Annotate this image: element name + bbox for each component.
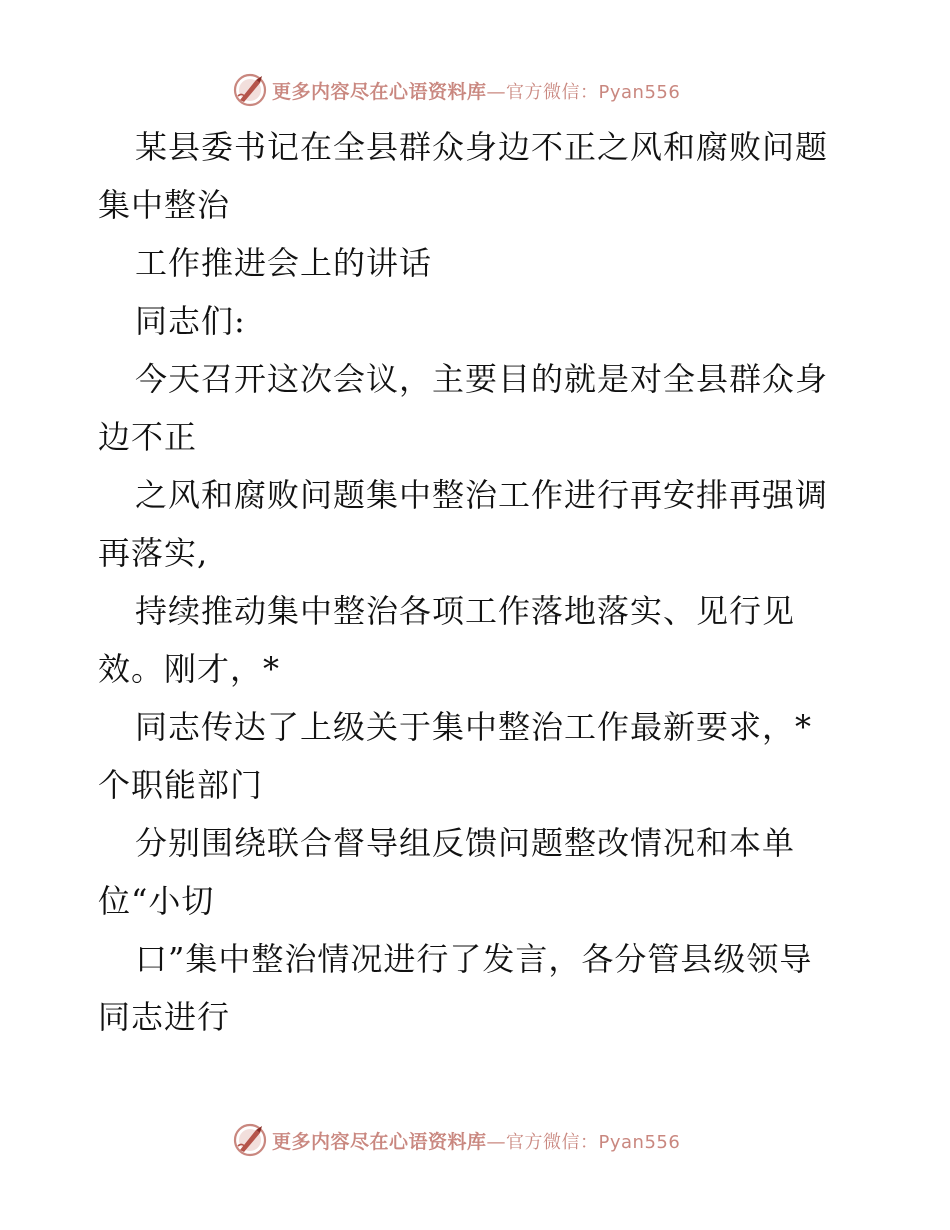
text-line: 口”集中整治情况进行了发言，各分管县级领导	[135, 940, 813, 978]
quill-pen-logo-icon	[232, 72, 268, 108]
watermark-wechat: 官方微信：Pyan556	[506, 81, 681, 103]
quill-pen-logo-icon	[232, 1122, 268, 1158]
text-line: 同志传达了上级关于集中整治工作最新要求，*	[135, 708, 813, 746]
text-line: 分别围绕联合督导组反馈问题整改情况和本单	[135, 824, 796, 862]
text-line: 今天召开这次会议，主要目的就是对全县群众身	[135, 360, 829, 398]
text-line: 某县委书记在全县群众身边不正之风和腐败问题	[135, 128, 829, 166]
text-line: 之风和腐败问题集中整治工作进行再安排再强调	[135, 476, 829, 514]
watermark-wechat: 官方微信：Pyan556	[506, 1131, 681, 1153]
text-line: 效。刚才，*	[98, 650, 281, 688]
text-line: 位“小切	[98, 882, 215, 920]
watermark-text	[272, 1127, 680, 1154]
footer-watermark-banner	[232, 1122, 712, 1158]
watermark-site-name: 更多内容尽在心语资料库	[272, 1130, 487, 1153]
text-line: 个职能部门	[98, 766, 264, 804]
document-body	[98, 118, 878, 1046]
watermark-dash: —	[486, 1130, 507, 1153]
text-line: 同志们:	[135, 302, 246, 340]
text-line: 再落实,	[98, 534, 209, 572]
text-line: 工作推进会上的讲话	[135, 244, 433, 282]
watermark-site-name: 更多内容尽在心语资料库	[272, 80, 487, 103]
text-line: 同志进行	[98, 998, 231, 1036]
text-line: 集中整治	[98, 186, 231, 224]
watermark-dash: —	[486, 80, 507, 103]
watermark-text	[272, 77, 680, 104]
text-line: 边不正	[98, 418, 198, 456]
text-line: 持续推动集中整治各项工作落地落实、见行见	[135, 592, 796, 630]
header-watermark-banner	[232, 72, 712, 108]
